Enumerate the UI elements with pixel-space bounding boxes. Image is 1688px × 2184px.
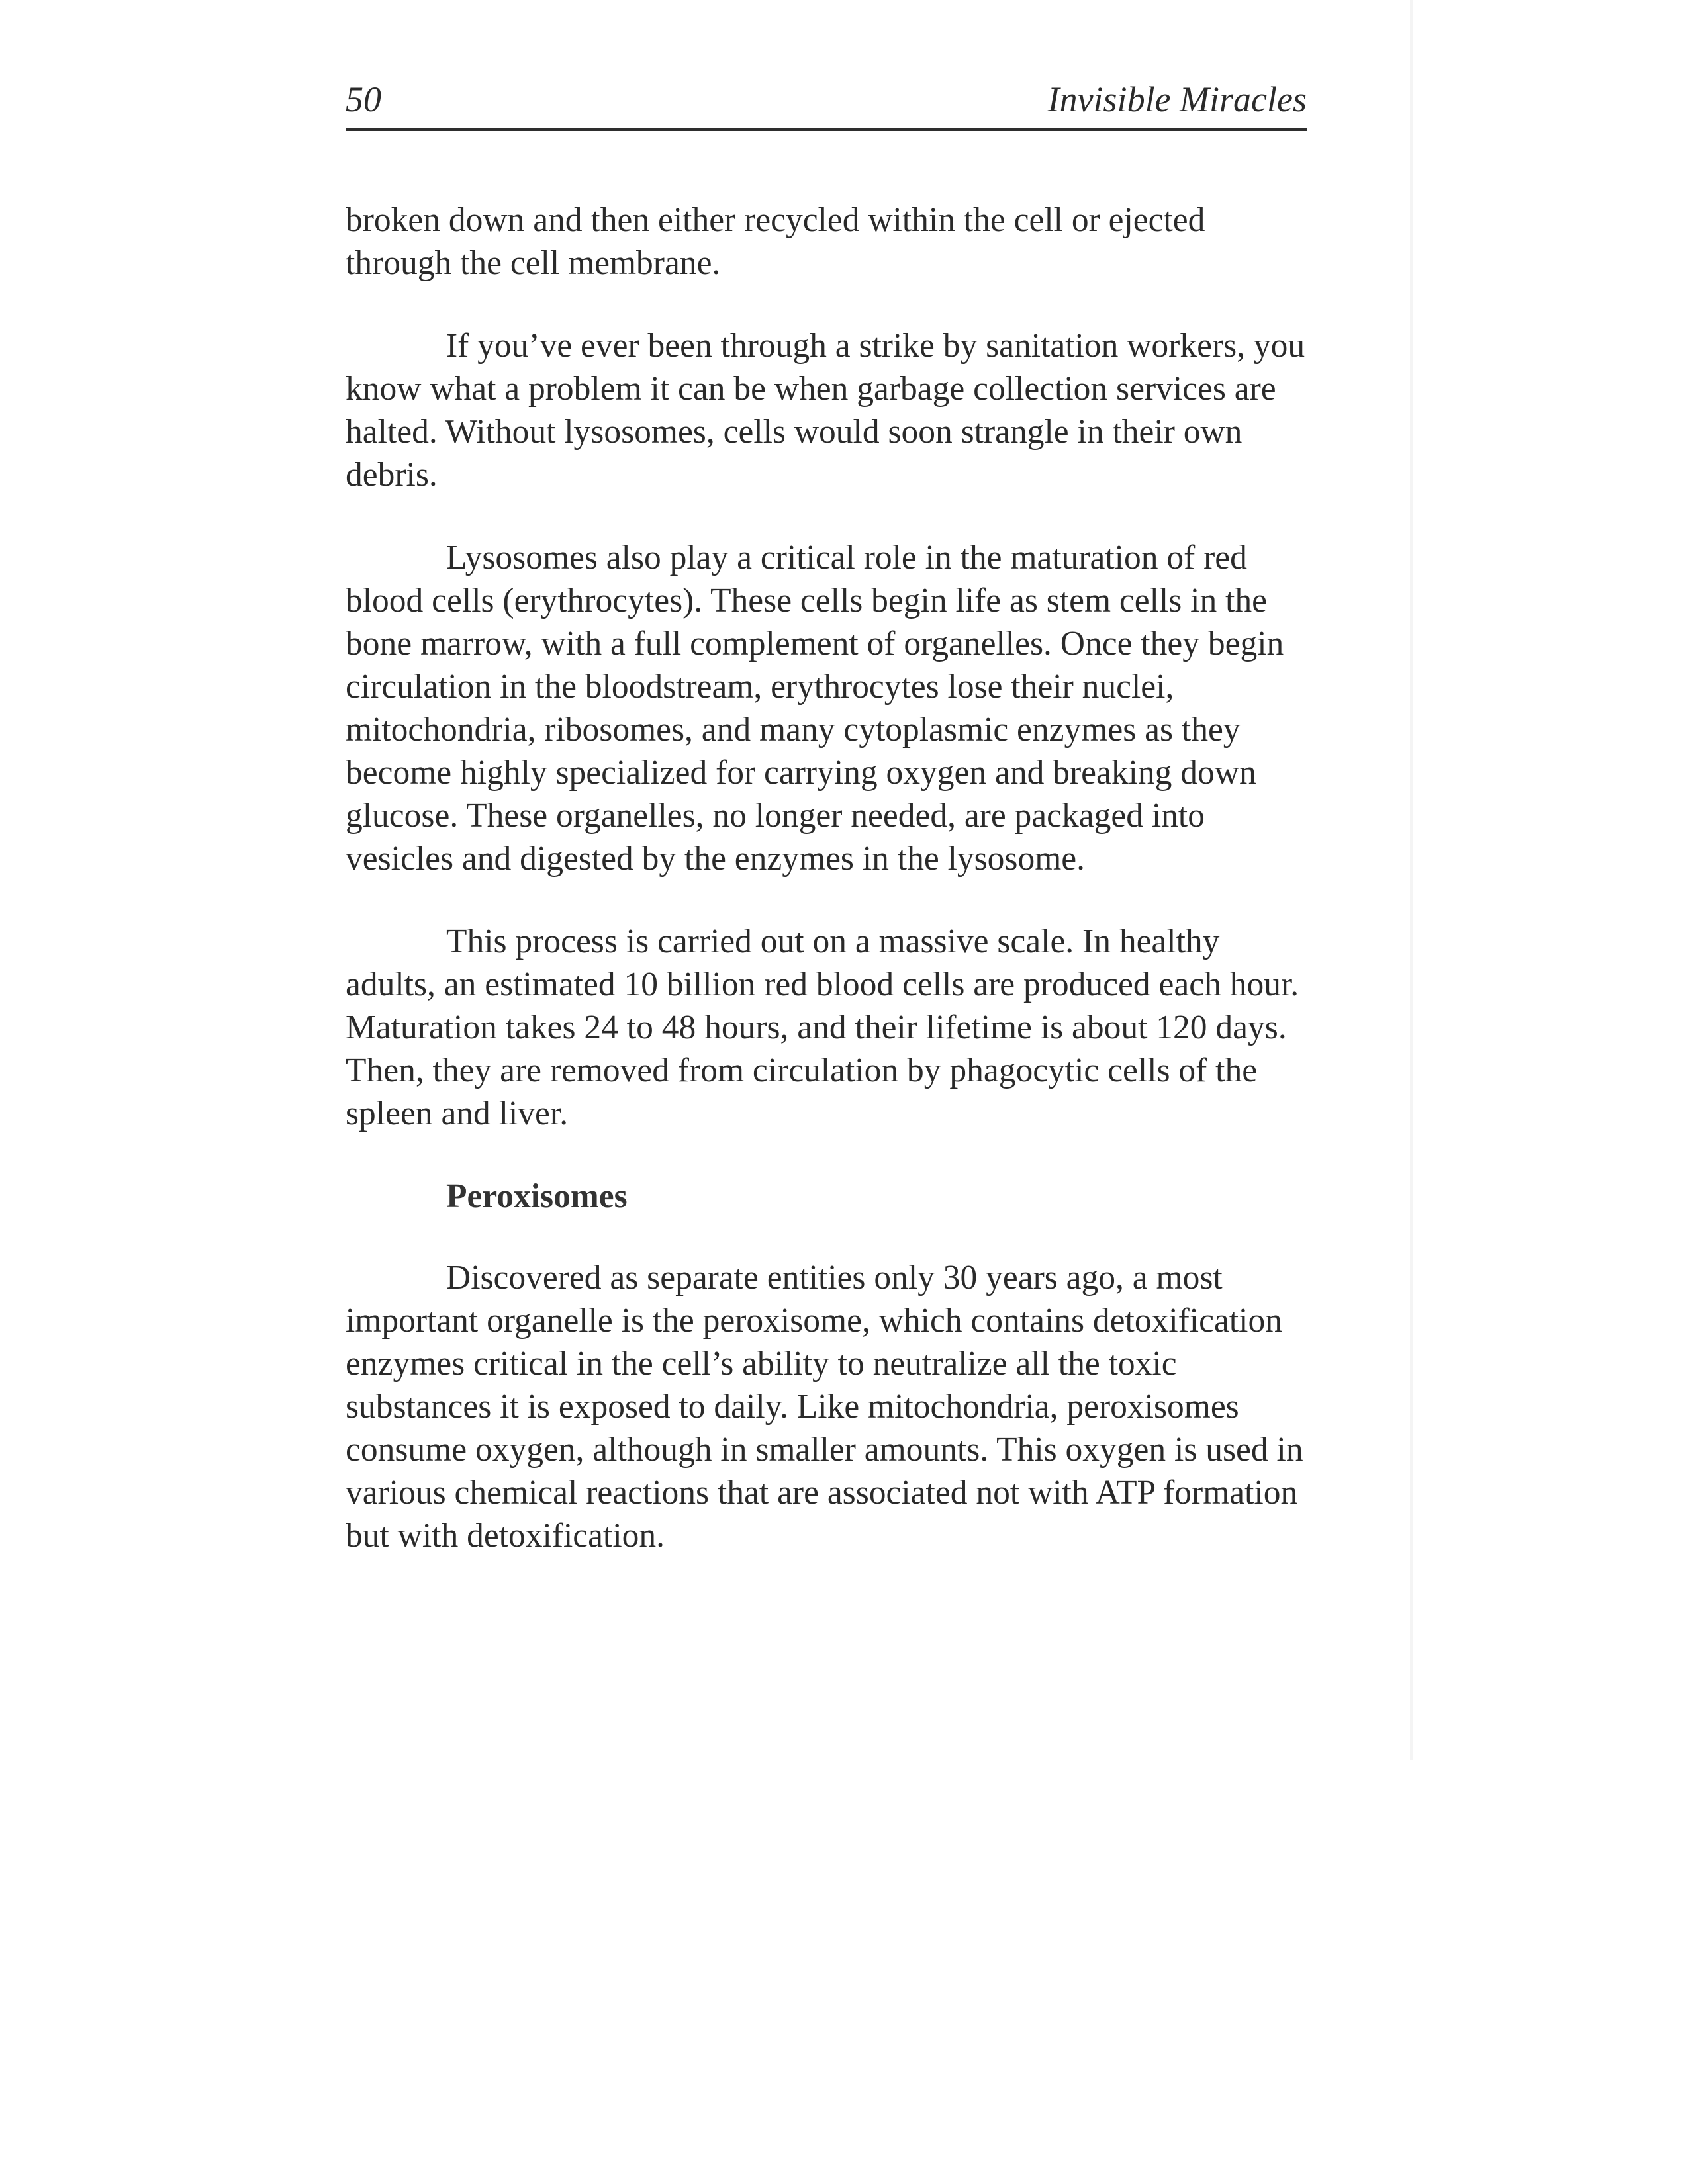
book-title: Invisible Miracles: [1047, 79, 1307, 119]
body-text: [346, 199, 1307, 1597]
paragraph-continuation: broken down and then either recycled within the cell or ejected through the cell membrane.: [346, 201, 1205, 282]
paragraph-peroxisomes: Discovered as separate entities only 30 years ago, a most important organelle is the peroxisome, which contains detoxification enzymes critical in the cell’s ability to neutralize all the toxic substances it is exposed to daily. Like mitochondria, peroxisomes consume oxygen, although in smaller amounts. This oxygen is used in various chemical reactions that are associated not with ATP formation but with detoxification.: [346, 1259, 1303, 1555]
running-head: [346, 73, 1307, 126]
paragraph-sanitation: If you’ve ever been through a strike by sanitation workers, you know what a problem it can be when garbage collection services are halted. Without lysosomes, cells would soon strangle in their own debris.: [346, 327, 1305, 494]
page-number: 50: [346, 79, 381, 119]
paragraph-erythrocytes: Lysosomes also play a critical role in the maturation of red blood cells (erythrocytes). These cells begin life as stem cells in the bone marrow, with a full complement of organelles. Once they begin circulation in the bloodstream, erythrocytes lose their nuclei, mitochondria, ribosomes, and many cytoplasmic enzymes as they become highly specialized for carrying oxygen and breaking down glucose. These organelles, no longer needed, are packaged into vesicles and digested by the enzymes in the lysosome.: [346, 539, 1284, 878]
paragraph-massive-scale: This process is carried out on a massive scale. In healthy adults, an estimated 10 billion red blood cells are produced each hour. Maturation takes 24 to 48 hours, and their lifetime is about 120 days. Then, they are removed from circulation by phagocytic cells of the spleen and liver.: [346, 923, 1299, 1132]
section-heading-peroxisomes: Peroxisomes: [446, 1177, 628, 1215]
page-edge-shadow: [1410, 0, 1413, 1760]
header-rule: [346, 128, 1307, 131]
